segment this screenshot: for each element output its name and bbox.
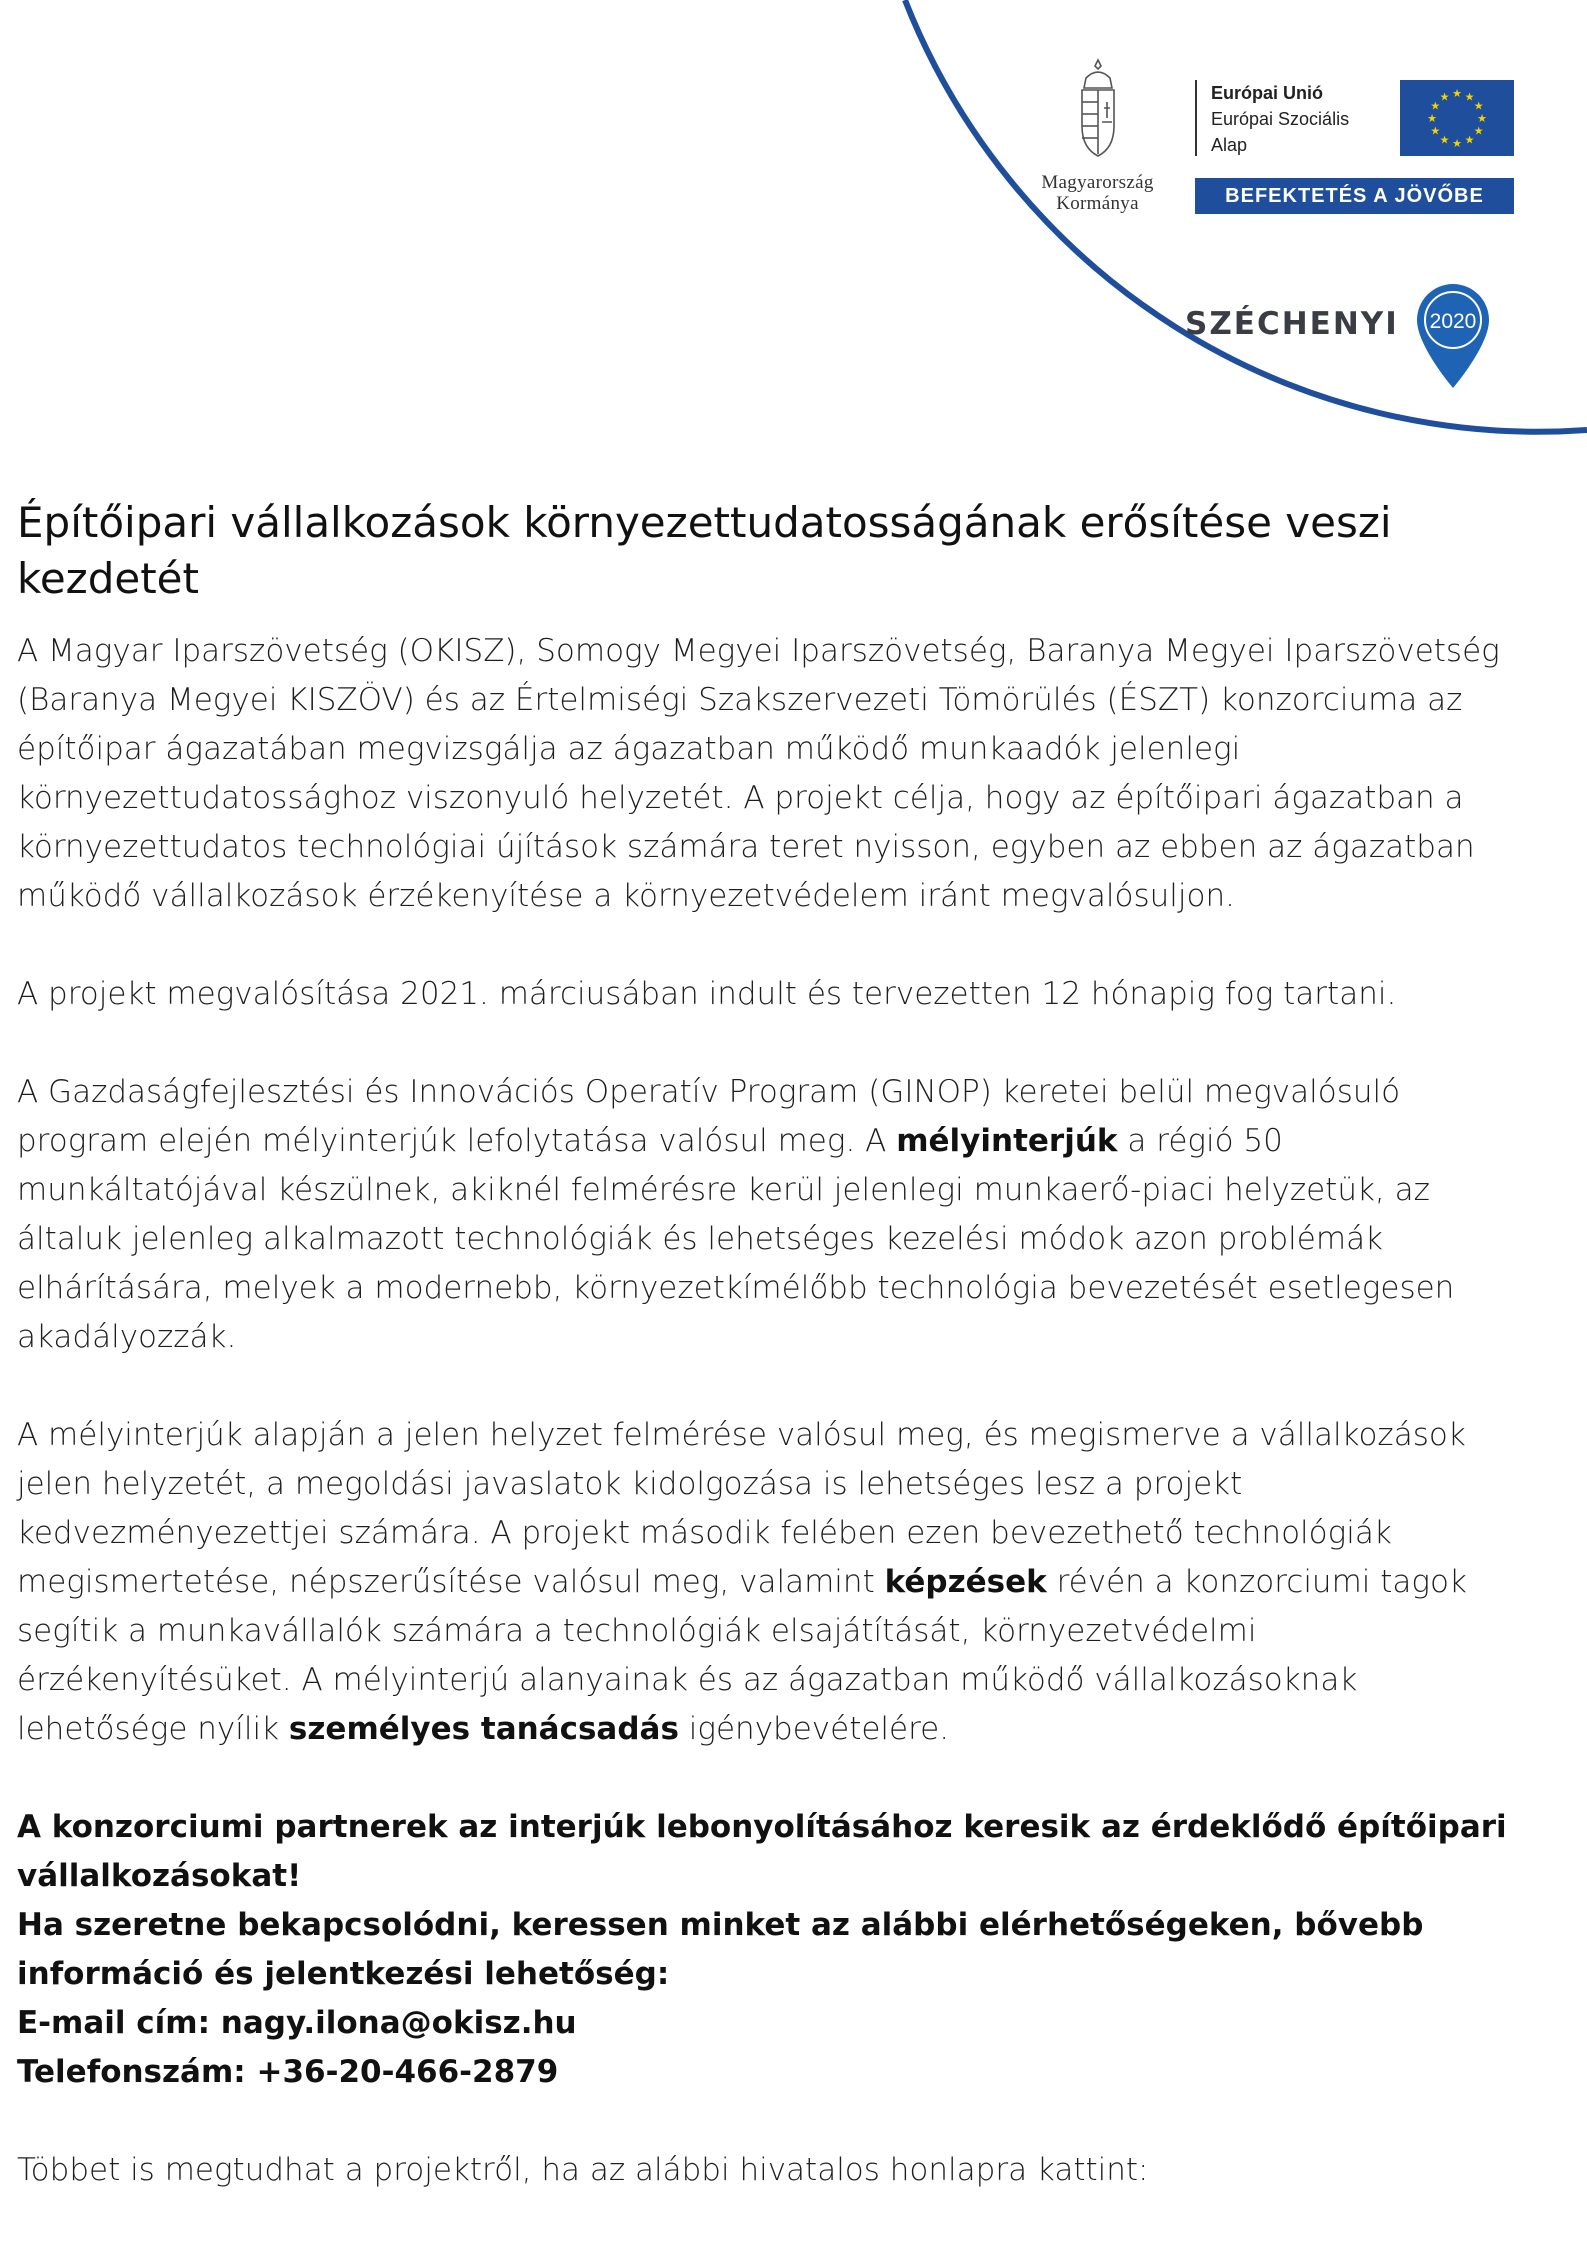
header-arc-decoration xyxy=(0,0,1587,490)
eu-fund-line2: Alap xyxy=(1211,135,1248,155)
contact-phone[interactable]: Telefonszám: +36-20-466-2879 xyxy=(17,2054,559,2090)
paragraph-trainings xyxy=(17,1411,1517,1754)
eu-name: Európai Unió xyxy=(1211,83,1323,103)
coat-of-arms-icon xyxy=(1070,58,1126,166)
eu-banner: BEFEKTETÉS A JÖVŐBE xyxy=(1195,178,1514,214)
article-content xyxy=(17,495,1517,2244)
eu-flag-icon xyxy=(1400,80,1514,156)
highlight-trainings: képzések xyxy=(884,1564,1047,1600)
eu-star-icon: ★ xyxy=(1473,124,1484,138)
government-name-line2: Kormánya xyxy=(1056,193,1139,214)
eu-star-icon: ★ xyxy=(1439,90,1450,104)
szechenyi-year: 2020 xyxy=(1429,310,1477,333)
contact-email[interactable]: E-mail cím: nagy.ilona@okisz.hu xyxy=(17,2005,577,2041)
eu-star-icon: ★ xyxy=(1464,90,1475,104)
eu-star-icon: ★ xyxy=(1439,133,1450,147)
eu-fund-text xyxy=(1195,80,1349,156)
paragraph-intro: A Magyar Iparszövetség (OKISZ), Somogy Megyei Iparszövetség, Baranya Megyei Iparszövetség (Baranya Megyei KISZÖV) és az Értelmiségi Szakszervezeti Tömörülés (ÉSZT) konzorciuma az építőipar ágazatában megvizsgálja az ágazatban működő munkaadók jelenlegi környezettudatossághoz viszonyuló helyzetét. A projekt célja, hogy az építőipari ágazatban a környezettudatos technológiai újítások számára teret nyisson, egyben az ebben az ágazatban működő vállalkozások érzékenyítése a környezetvédelem iránt megvalósuljon. xyxy=(17,633,1500,914)
eu-star-icon: ★ xyxy=(1452,137,1462,150)
highlight-consulting: személyes tanácsadás xyxy=(288,1711,679,1747)
highlight-interviews: mélyinterjúk xyxy=(896,1123,1118,1159)
government-name-line1: Magyarország xyxy=(1041,172,1154,193)
eu-star-icon: ★ xyxy=(1430,124,1441,138)
eu-star-icon: ★ xyxy=(1464,133,1475,147)
paragraph-interviews xyxy=(17,1068,1517,1362)
paragraph-timeline: A projekt megvalósítása 2021. márciusában indult és tervezetten 12 hónapig fog tartani. xyxy=(17,976,1397,1012)
eu-star-icon: ★ xyxy=(1452,87,1462,100)
eu-star-icon: ★ xyxy=(1473,99,1484,113)
paragraph-interviews-text-2: a régió 50 munkáltatójával készülnek, akiknél felmérésre kerül jelenlegi munkaerő-piaci helyzetük, az általuk jelenleg alkalmazott technológiák és lehetséges kezelési módok azon problémák elhárítására, melyek a modernebb, környezetkímélőbb technológia bevezetését esetlegesen akadályozzák. xyxy=(17,1123,1455,1355)
cta-instructions: Ha szeretne bekapcsolódni, keressen minket az alábbi elérhetőségeken, bővebb információ és jelentkezési lehetőség: xyxy=(17,1907,1424,1992)
call-to-action xyxy=(17,1803,1517,2097)
eu-star-icon: ★ xyxy=(1477,112,1487,125)
paragraph-interviews-text-1: A Gazdaságfejlesztési és Innovációs Operatív Program (GINOP) keretei belül megvalósuló program elején mélyinterjúk lefolytatása valósul meg. A xyxy=(17,1074,1401,1159)
szechenyi-2020-logo xyxy=(1185,282,1505,392)
eu-fund-line1: Európai Szociális xyxy=(1211,109,1350,129)
paragraph-more-info: Többet is megtudhat a projektről, ha az alábbi hivatalos honlapra kattint: xyxy=(17,2152,1149,2188)
paragraph-trainings-text-2: révén a konzorciumi tagok segítik a munkavállalók számára a technológiák elsajátítását, környezetvédelmi érzékenyítésüket. A mélyinterjú alanyainak és az ágazatban működő vállalkozásoknak lehetősége nyílik xyxy=(17,1564,1467,1747)
szechenyi-label: SZÉCHENYI xyxy=(1185,306,1399,342)
paragraph-trainings-text-3: igénybevételére. xyxy=(678,1711,950,1747)
article-title: Építőipari vállalkozások környezettudatosságának erősítése veszi kezdetét xyxy=(17,498,1392,603)
cta-headline: A konzorciumi partnerek az interjúk lebonyolításához keresik az érdeklődő építőipari vállalkozásokat! xyxy=(17,1809,1507,1894)
paragraph-trainings-text-1: A mélyinterjúk alapján a jelen helyzet felmérése valósul meg, és megismerve a vállalkozások jelen helyzetét, a megoldási javaslatok kidolgozása is lehetséges lesz a projekt kedvezményezettjei számára. A projekt második felében ezen bevezethető technológiák megismertetése, népszerűsítése valósul meg, valamint xyxy=(17,1417,1466,1600)
location-pin-icon xyxy=(1413,282,1493,390)
eu-star-icon: ★ xyxy=(1430,99,1441,113)
hungarian-government-logo xyxy=(1010,58,1185,214)
eu-star-icon: ★ xyxy=(1427,112,1437,125)
